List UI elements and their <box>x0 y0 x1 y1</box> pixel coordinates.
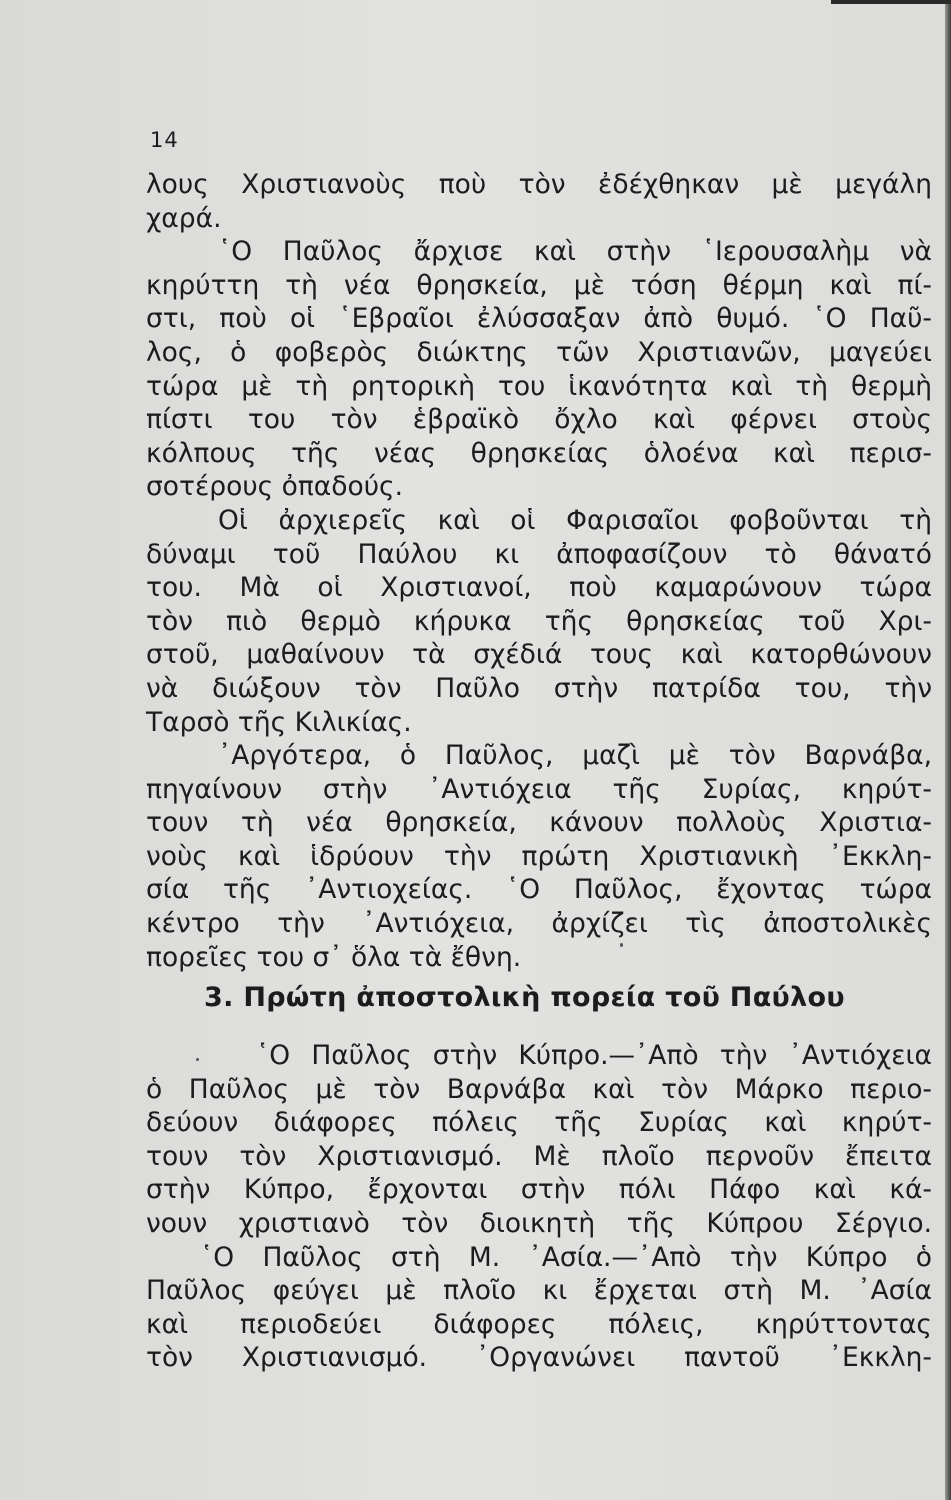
text-line: καὶ περιοδεύει διάφορες πόλεις, κηρύττοντας <box>146 1308 932 1340</box>
text-line: στοῦ, μαθαίνουν τὰ σχέδιά τους καὶ κατορθώνουν <box>146 639 932 671</box>
text-line: σοτέρους ὀπαδούς. <box>146 471 404 503</box>
body-text <box>146 168 932 974</box>
page-number: 14 <box>150 128 179 152</box>
text-line: κέντρο τὴν ᾿Αντιόχεια, ἀρχίζει τὶς ἀποστολικὲς <box>146 908 932 940</box>
text-line: τουν τὸν Χριστιανισμό. Μὲ πλοῖο περνοῦν ἔπειτα <box>146 1140 932 1172</box>
text-line: δύναμι τοῦ Παύλου κι ἀποφασίζουν τὸ θάνατό <box>146 538 932 570</box>
text-line: τὸν πιὸ θερμὸ κήρυκα τῆς θρησκείας τοῦ Χρι- <box>146 605 932 637</box>
text-line: κηρύττη τὴ νέα θρησκεία, μὲ τόση θέρμη καὶ πί- <box>146 269 932 301</box>
text-line: ῾Ο Παῦλος στὴ Μ. ᾿Ασία.—᾿Απὸ τὴν Κύπρο ὁ <box>200 1241 932 1273</box>
text-line: στὴν Κύπρο, ἔρχονται στὴν πόλι Πάφο καὶ κά- <box>146 1174 932 1206</box>
text-line: λος, ὁ φοβερὸς διώκτης τῶν Χριστιανῶν, μαγεύει <box>146 336 932 368</box>
text-line: χαρά. <box>146 202 222 234</box>
text-line: Οἱ ἀρχιερεῖς καὶ οἱ Φαρισαῖοι φοβοῦνται τὴ <box>218 504 932 536</box>
text-line: πορεῖες του σ᾿ ὅλα τὰ ἔθνη. <box>146 941 522 973</box>
text-line: ὁ Παῦλος μὲ τὸν Βαρνάβα καὶ τὸν Μάρκο περιο- <box>146 1073 932 1105</box>
section-heading: 3. Πρώτη ἀποστολικὴ πορεία τοῦ Παύλου <box>204 982 845 1013</box>
text-line: τουν τὴ νέα θρησκεία, κάνουν πολλοὺς Χριστια- <box>146 807 932 839</box>
text-line: ῾Ο Παῦλος στὴν Κύπρο.—᾿Απὸ τὴν ᾿Αντιόχεια <box>256 1040 932 1071</box>
text-line: πίστι του τὸν ἑβραϊκὸ ὄχλο καὶ φέρνει στοὺς <box>146 404 932 436</box>
text-line: νοὺς καὶ ἱδρύουν τὴν πρώτη Χριστιανικὴ ᾿Εκκλη- <box>146 840 932 872</box>
text-line: δεύουν διάφορες πόλεις τῆς Συρίας καὶ κηρύτ- <box>146 1107 932 1139</box>
scan-speck <box>196 1058 199 1061</box>
scan-speck <box>620 943 623 947</box>
text-line: τὸν Χριστιανισμό. ᾿Οργανώνει παντοῦ ᾿Εκκλη- <box>146 1342 932 1374</box>
page-top-edge <box>831 0 951 4</box>
text-line: λους Χριστιανοὺς ποὺ τὸν ἐδέχθηκαν μὲ μεγάλη <box>146 169 932 200</box>
text-line: του. Μὰ οἱ Χριστιανοί, ποὺ καμαρώνουν τώρα <box>146 572 932 604</box>
text-line: νουν χριστιανὸ τὸν διοικητὴ τῆς Κύπρου Σέργιο. <box>146 1207 932 1239</box>
page-edge-shadow <box>945 0 951 1500</box>
section-text <box>146 1039 932 1375</box>
text-line: πηγαίνουν στὴν ᾿Αντιόχεια τῆς Συρίας, κηρύτ- <box>146 773 932 805</box>
text-line: σία τῆς ᾿Αντιοχείας. ῾Ο Παῦλος, ἔχοντας τώρα <box>146 874 932 906</box>
text-line: ῾Ο Παῦλος ἄρχισε καὶ στὴν ῾Ιερουσαλὴμ νὰ <box>218 236 932 268</box>
text-line: ᾿Αργότερα, ὁ Παῦλος, μαζὶ μὲ τὸν Βαρνάβα, <box>218 740 932 772</box>
text-line: τώρα μὲ τὴ ρητορικὴ του ἱκανότητα καὶ τὴ θερμὴ <box>146 370 932 402</box>
text-line: στι, ποὺ οἱ ῾Εβραῖοι ἐλύσσαξαν ἀπὸ θυμό. ῾Ο Παῦ- <box>146 303 932 335</box>
text-line: νὰ διώξουν τὸν Παῦλο στὴν πατρίδα του, τὴν <box>146 672 932 704</box>
text-line: Παῦλος φεύγει μὲ πλοῖο κι ἔρχεται στὴ Μ. ᾿Ασία <box>146 1275 932 1307</box>
text-line: κόλπους τῆς νέας θρησκείας ὁλοένα καὶ περισ- <box>146 437 932 469</box>
text-line: Ταρσὸ τῆς Κιλικίας. <box>146 706 412 738</box>
